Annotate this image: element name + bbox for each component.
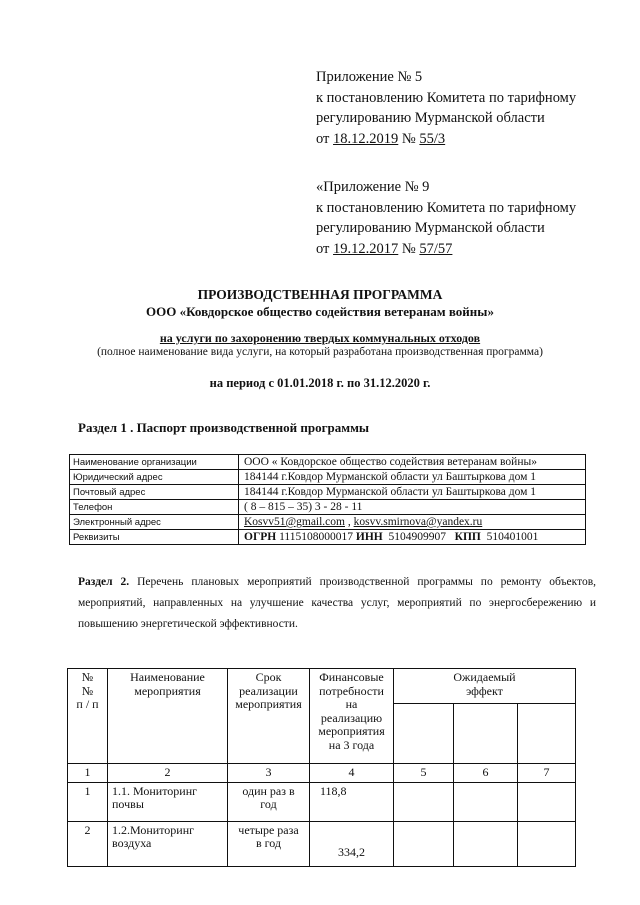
program-period: на период с 01.01.2018 г. по 31.12.2020 г. (209, 376, 431, 390)
appendix-5-block (316, 67, 576, 149)
column-number: 7 (518, 764, 576, 783)
passport-key: Почтовый адрес (70, 485, 239, 500)
row-effect (394, 782, 454, 821)
passport-value: 184144 г.Ковдор Мурманской области ул Баштыркова дом 1 (239, 470, 586, 485)
row-term: один раз в год (228, 782, 310, 821)
appendix-9-title: «Приложение № 9 (316, 179, 430, 195)
table-row (68, 821, 576, 866)
effect-cell (454, 704, 518, 764)
table-row (70, 455, 586, 470)
appendix-9-number: 57/57 (419, 240, 453, 257)
appendix-9-block (316, 177, 576, 259)
appendix-5-date: 18.12.2019 (333, 130, 399, 147)
kpp-label: КПП (454, 531, 481, 543)
table-row (70, 485, 586, 500)
program-title: ПРОИЗВОДСТВЕННАЯ ПРОГРАММА (197, 287, 443, 302)
row-effect (518, 821, 576, 866)
inn-value: 5104909907 (382, 531, 455, 543)
column-number: 4 (310, 764, 394, 783)
ogrn-value: 1115108000017 (276, 531, 356, 543)
appendix-5-title: Приложение № 5 (316, 69, 423, 85)
passport-value: ООО « Ковдорское общество содействия ветеранам войны» (239, 455, 586, 470)
passport-table (69, 454, 586, 545)
table-row (70, 530, 586, 545)
header-name: Наименование мероприятия (108, 669, 228, 764)
column-number: 3 (228, 764, 310, 783)
row-finance: 118,8 (310, 782, 394, 821)
appendix-9-line2: к постановлению Комитета по тарифному (316, 199, 577, 216)
effect-cell (518, 704, 576, 764)
column-number: 5 (394, 764, 454, 783)
column-number: 1 (68, 764, 108, 783)
header-finance: Финансовые потребности на реализацию мероприятия на 3 года (310, 669, 394, 764)
section-2-text: Перечень плановых мероприятий производственной программы по ремонту объектов, мероприятий, направленных на улучшение качества услуг, мероприятий по энергосбережению и повышению энергетической эффективности. (78, 576, 597, 630)
passport-value (239, 530, 586, 545)
passport-value: ( 8 – 815 – 35) 3 - 28 - 11 (239, 500, 586, 515)
table-row (68, 782, 576, 821)
passport-key: Юридический адрес (70, 470, 239, 485)
appendix-9-line3: регулированию Мурманской области (316, 220, 545, 236)
inn-label: ИНН (355, 531, 383, 543)
column-number: 6 (454, 764, 518, 783)
row-effect (394, 821, 454, 866)
section-2-paragraph (78, 572, 596, 635)
row-num: 2 (68, 821, 108, 866)
appendix-5-date-line: от 18.12.2019 № 55/3 (316, 130, 446, 147)
appendix-9-date-line: от 19.12.2017 № 57/57 (316, 240, 453, 257)
table-header-row (68, 669, 576, 704)
row-effect (454, 782, 518, 821)
organization-name: ООО «Ковдорское общество содействия ветеранам войны» (146, 304, 494, 319)
row-effect (518, 782, 576, 821)
header-num: № № п / п (68, 669, 108, 764)
passport-key: Наименование организации (70, 455, 239, 470)
column-number: 2 (108, 764, 228, 783)
passport-value: 184144 г.Ковдор Мурманской области ул Баштыркова дом 1 (239, 485, 586, 500)
email-link-2[interactable]: kosvv.smirnova@yandex.ru (353, 516, 483, 528)
passport-value: Kosvv51@gmail.com , kosvv.smirnova@yandex.ru (239, 515, 586, 530)
ogrn-label: ОГРН (244, 531, 277, 543)
passport-key: Реквизиты (70, 530, 239, 545)
passport-key: Телефон (70, 500, 239, 515)
email-link-1[interactable]: Kosvv51@gmail.com (244, 516, 345, 528)
appendix-5-number: 55/3 (419, 130, 446, 147)
row-term: четыре раза в год (228, 821, 310, 866)
row-effect (454, 821, 518, 866)
section-1-title: Раздел 1 . Паспорт производственной программы (78, 420, 370, 435)
effect-cell (394, 704, 454, 764)
header-effect: Ожидаемый эффект (394, 669, 576, 704)
section-2-label: Раздел 2. (78, 576, 130, 588)
row-name: 1.2.Мониторинг воздуха (108, 821, 228, 866)
row-finance: 334,2 (310, 821, 394, 866)
appendix-5-line3: регулированию Мурманской области (316, 110, 545, 126)
service-name: на услуги по захоронению твердых коммунальных отходов (159, 331, 481, 345)
kpp-value: 510401001 (480, 531, 539, 543)
row-name: 1.1. Мониторинг почвы (108, 782, 228, 821)
header-term: Срок реализации мероприятия (228, 669, 310, 764)
table-row (70, 515, 586, 530)
row-num: 1 (68, 782, 108, 821)
table-row (70, 500, 586, 515)
appendix-9-date: 19.12.2017 (333, 240, 399, 257)
column-number-row (68, 764, 576, 783)
plan-table (67, 668, 576, 867)
appendix-5-line2: к постановлению Комитета по тарифному (316, 89, 577, 106)
service-note: (полное наименование вида услуги, на который разработана производственная программа) (97, 346, 543, 358)
passport-key: Электронный адрес (70, 515, 239, 530)
table-row (70, 470, 586, 485)
